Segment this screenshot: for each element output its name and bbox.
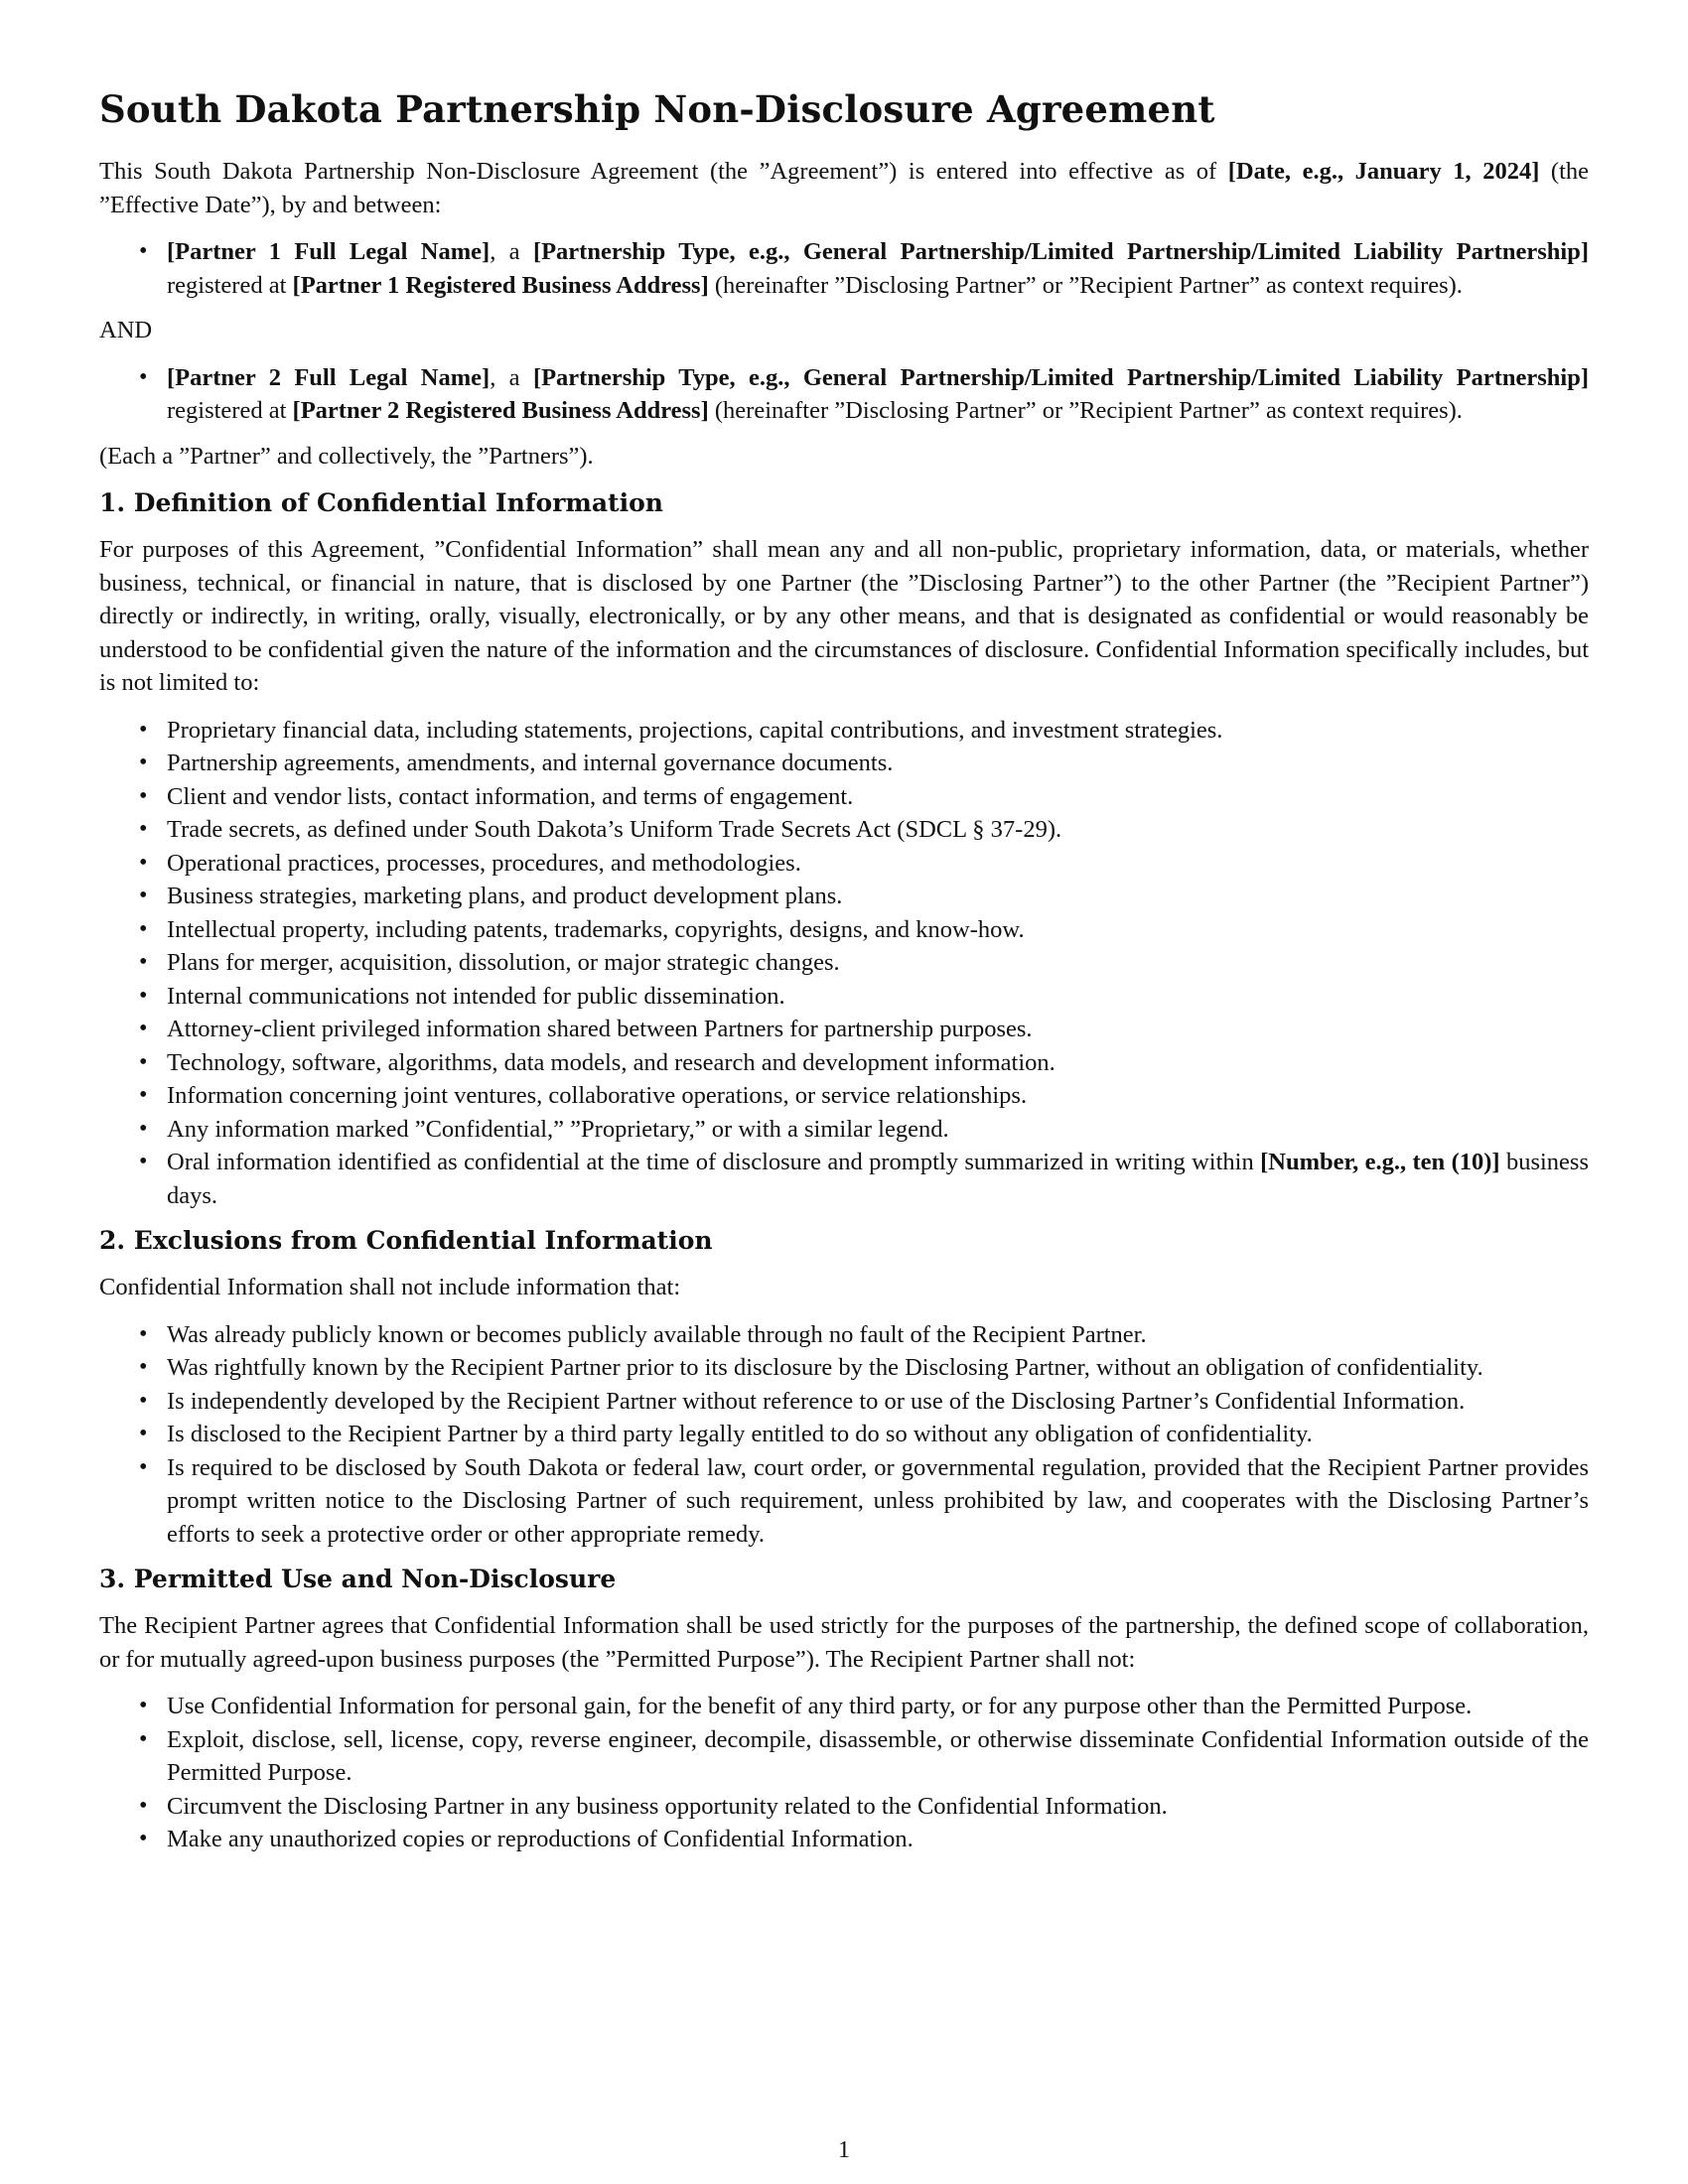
party-text: , a xyxy=(490,238,533,265)
party-text: registered at xyxy=(167,397,293,424)
list-item: • Is required to be disclosed by South Dakota or federal law, court order, or governmental regulation, provided that the Recipient Partner provides prompt written notice to the Disclosing Partner of such requirement, unless prohibited by law, and cooperates with the Disclosing Partner’s efforts to seek a protective order or other appropriate remedy. xyxy=(167,1451,1589,1552)
list-item: • Plans for merger, acquisition, dissolution, or major strategic changes. xyxy=(167,946,1589,980)
partnership-type-placeholder: [Partnership Type, e.g., General Partnership/Limited Partnership/Limited Liability Partnership] xyxy=(532,363,1590,391)
list-item: • Internal communications not intended for public dissemination. xyxy=(167,980,1589,1014)
party-address-placeholder: [Partner 1 Registered Business Address] xyxy=(292,271,709,299)
list-item: • Use Confidential Information for personal gain, for the benefit of any third party, or for any purpose other than the Permitted Purpose. xyxy=(167,1690,1589,1723)
list-item: • Partnership agreements, amendments, and internal governance documents. xyxy=(167,747,1589,780)
section-body: Confidential Information shall not include information that: xyxy=(99,1274,681,1300)
list-item: • Exploit, disclose, sell, license, copy, reverse engineer, decompile, disassemble, or otherwise disseminate Confidential Information outside of the Permitted Purpose. xyxy=(167,1723,1589,1790)
party-text: (hereinafter ”Disclosing Partner” or ”Recipient Partner” as context requires). xyxy=(708,271,1463,299)
partners-definition: (Each a ”Partner” and collectively, the ”Partners”). xyxy=(99,442,594,470)
party-item xyxy=(167,235,1589,302)
list-item: • Circumvent the Disclosing Partner in any business opportunity related to the Confidential Information. xyxy=(167,1790,1589,1824)
list-item: • Attorney-client privileged information shared between Partners for partnership purposes. xyxy=(167,1013,1589,1046)
party-list xyxy=(99,235,1589,302)
list-item: • Client and vendor lists, contact information, and terms of engagement. xyxy=(167,780,1589,814)
and-separator: AND xyxy=(99,317,153,343)
party-name-placeholder: [Partner 2 Full Legal Name] xyxy=(167,363,491,391)
date-placeholder: [Date, e.g., January 1, 2024] xyxy=(1227,158,1540,185)
intro-text: This South Dakota Partnership Non-Disclosure Agreement (the ”Agreement”) is entered into effective as of xyxy=(99,158,1228,185)
section-body: The Recipient Partner agrees that Confidential Information shall be used strictly for the purposes of the partnership, the defined scope of collaboration, or for mutually agreed-upon business purposes (the ”Permitted Purpose”). The Recipient Partner shall not: xyxy=(99,1612,1589,1673)
section-heading: 2. Exclusions from Confidential Information xyxy=(99,1226,713,1255)
party-address-placeholder: [Partner 2 Registered Business Address] xyxy=(292,397,709,424)
section-heading: 3. Permitted Use and Non-Disclosure xyxy=(99,1565,617,1593)
list-item: • Is disclosed to the Recipient Partner by a third party legally entitled to do so without any obligation of confidentiality. xyxy=(167,1418,1589,1451)
document-page xyxy=(99,85,1589,1868)
list-item-text: Oral information identified as confidential at the time of disclosure and promptly summarized in writing within xyxy=(167,1149,1261,1175)
number-placeholder: [Number, e.g., ten (10)] xyxy=(1260,1149,1500,1175)
list-item: • Make any unauthorized copies or reproductions of Confidential Information. xyxy=(167,1823,1589,1856)
list-item-text: business days. xyxy=(167,1149,1589,1209)
party-text: , a xyxy=(490,363,533,391)
list-item: • Trade secrets, as defined under South Dakota’s Uniform Trade Secrets Act (SDCL § 37-29). xyxy=(167,813,1589,847)
list-item: • Was rightfully known by the Recipient Partner prior to its disclosure by the Disclosing Partner, without an obligation of confidentiality. xyxy=(167,1351,1589,1385)
party-item xyxy=(167,361,1589,428)
prohibited-uses-list xyxy=(99,1690,1589,1856)
list-item: • Was already publicly known or becomes publicly available through no fault of the Recipient Partner. xyxy=(167,1318,1589,1352)
list-item xyxy=(167,1146,1589,1212)
list-item: • Operational practices, processes, procedures, and methodologies. xyxy=(167,847,1589,881)
page-number: 1 xyxy=(838,2137,850,2163)
party-text: registered at xyxy=(167,271,293,299)
list-item: • Intellectual property, including patents, trademarks, copyrights, designs, and know-how. xyxy=(167,913,1589,947)
list-item: • Proprietary financial data, including statements, projections, capital contributions, and investment strategies. xyxy=(167,714,1589,748)
exclusions-list xyxy=(99,1318,1589,1552)
party-text: (hereinafter ”Disclosing Partner” or ”Recipient Partner” as context requires). xyxy=(708,397,1463,424)
section-heading: 1. Definition of Confidential Information xyxy=(99,488,663,517)
list-item: • Information concerning joint ventures, collaborative operations, or service relationships. xyxy=(167,1079,1589,1113)
partnership-type-placeholder: [Partnership Type, e.g., General Partnership/Limited Partnership/Limited Liability Partnership] xyxy=(532,238,1590,265)
party-list xyxy=(99,361,1589,428)
confidential-info-list xyxy=(99,714,1589,1213)
party-name-placeholder: [Partner 1 Full Legal Name] xyxy=(167,238,491,265)
list-item: • Business strategies, marketing plans, and product development plans. xyxy=(167,880,1589,913)
intro-paragraph xyxy=(99,155,1589,221)
list-item: • Is independently developed by the Recipient Partner without reference to or use of the Disclosing Partner’s Confidential Information. xyxy=(167,1385,1589,1419)
intro-text: (the ”Effective Date”), by and between: xyxy=(99,158,1590,218)
list-item: • Technology, software, algorithms, data models, and research and development information. xyxy=(167,1046,1589,1080)
section-body: For purposes of this Agreement, ”Confidential Information” shall mean any and all non-public, proprietary information, data, or materials, whether business, technical, or financial in nature, that is disclosed by one Partner (the ”Disclosing Partner”) to the other Partner (the ”Recipient Partner”) directly or indirectly, in writing, orally, visually, electronically, or by any other means, and that is designated as confidential or would reasonably be understood to be confidential given the nature of the information and the circumstances of disclosure. Confidential Information specifically includes, but is not limited to: xyxy=(99,536,1589,696)
list-item: • Any information marked ”Confidential,” ”Proprietary,” or with a similar legend. xyxy=(167,1113,1589,1147)
document-title: South Dakota Partnership Non-Disclosure Agreement xyxy=(99,87,1215,131)
